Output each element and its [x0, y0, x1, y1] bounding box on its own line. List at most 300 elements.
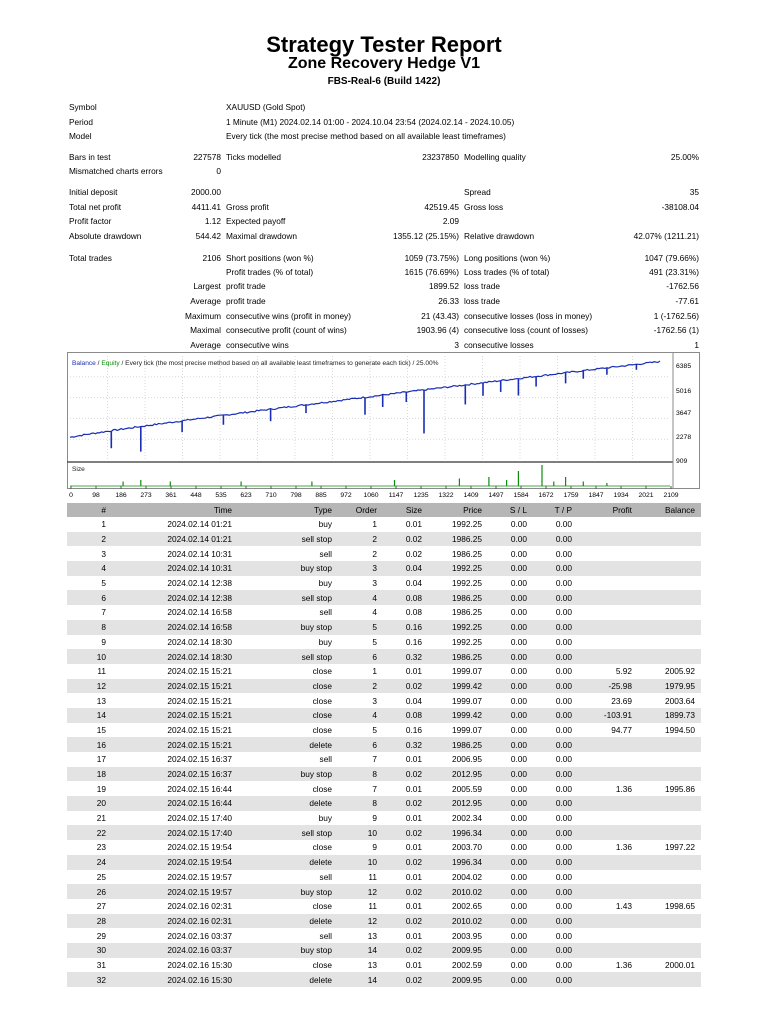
col-profit-cell — [578, 561, 638, 576]
col-type-cell: sell stop — [238, 532, 338, 547]
col-number-cell: 4 — [67, 561, 112, 576]
stat-value: -1762.56 (1) — [653, 325, 699, 335]
col-time-cell: 2024.02.15 19:57 — [167, 871, 232, 882]
col-tp-cell: 0.00 — [555, 578, 572, 589]
col-price-cell: 2006.95 — [452, 754, 482, 765]
col-sl-cell: 0.00 — [510, 607, 527, 618]
table-row — [67, 781, 701, 796]
col-price-cell: 1986.25 — [428, 590, 488, 605]
col-order-cell: 6 — [338, 737, 383, 752]
stat-label: consecutive profit (count of wins) — [226, 325, 347, 335]
col-tp-cell: 0.00 — [533, 855, 578, 870]
server-build: FBS-Real-6 (Build 1422) — [327, 76, 441, 87]
col-profit-cell — [578, 532, 638, 547]
col-type-cell: delete — [238, 737, 338, 752]
col-sl-cell: 0.00 — [488, 767, 533, 782]
col-profit-cell — [578, 649, 638, 664]
col-sl-cell: 0.00 — [488, 737, 533, 752]
col-price-cell: 1999.42 — [428, 708, 488, 723]
x-tick-label: 0 — [69, 492, 73, 499]
col-tp-cell: 0.00 — [555, 871, 572, 882]
stat-value: 2106 — [202, 253, 221, 263]
col-tp-cell: 0.00 — [555, 930, 572, 941]
col-profit-cell: 1.36 — [615, 842, 632, 853]
col-order-header: Order — [338, 503, 383, 517]
col-sl-cell: 0.00 — [488, 620, 533, 635]
col-type-cell: close — [238, 708, 338, 723]
stat-prefix: Average — [190, 296, 221, 306]
stat-label: Maximal drawdown — [226, 231, 298, 241]
col-size-cell: 0.02 — [383, 884, 428, 899]
col-size-header: Size — [383, 503, 428, 517]
table-row — [67, 767, 701, 782]
col-sl-cell: 0.00 — [488, 649, 533, 664]
table-row — [67, 899, 701, 914]
col-profit-cell: -103.91 — [578, 708, 638, 723]
table-row — [67, 943, 701, 958]
col-order-cell: 2 — [338, 679, 383, 694]
col-type-cell: close — [312, 724, 332, 735]
col-balance-cell: 1998.65 — [665, 901, 695, 912]
col-price-cell: 1992.25 — [428, 620, 488, 635]
stat-value: 3 — [454, 340, 459, 350]
x-tick-label: 273 — [140, 492, 152, 499]
col-size-cell: 0.02 — [383, 943, 428, 958]
col-time-cell: 2024.02.15 16:37 — [112, 767, 238, 782]
size-panel-label: Size — [72, 466, 85, 473]
y-tick-label: 909 — [676, 458, 688, 465]
col-sl-cell: 0.00 — [488, 561, 533, 576]
col-type-cell: buy stop — [238, 943, 338, 958]
col-time-cell: 2024.02.15 15:21 — [167, 695, 232, 706]
col-number-cell: 17 — [96, 754, 106, 765]
col-size-cell: 0.02 — [383, 796, 428, 811]
col-time-cell: 2024.02.14 12:38 — [167, 578, 232, 589]
col-profit-cell — [578, 855, 638, 870]
table-row — [67, 752, 701, 767]
col-size-cell: 0.01 — [405, 871, 422, 882]
col-number-cell: 23 — [96, 842, 106, 853]
col-type-cell: sell — [319, 548, 332, 559]
table-row — [67, 546, 701, 561]
col-price-cell: 2010.02 — [428, 914, 488, 929]
col-sl-cell: 0.00 — [510, 901, 527, 912]
col-time-cell: 2024.02.15 15:21 — [112, 708, 238, 723]
col-balance-cell: 1997.22 — [665, 842, 695, 853]
col-order-cell: 2 — [372, 548, 377, 559]
col-sl-cell: 0.00 — [488, 532, 533, 547]
col-price-cell: 1996.34 — [428, 825, 488, 840]
x-tick-label: 186 — [115, 492, 127, 499]
col-tp-cell: 0.00 — [555, 842, 572, 853]
col-number-cell: 18 — [67, 767, 112, 782]
col-balance-cell — [638, 605, 701, 620]
col-sl-cell: 0.00 — [510, 548, 527, 559]
col-sl-cell: 0.00 — [510, 519, 527, 530]
col-size-cell: 0.01 — [405, 901, 422, 912]
col-type-cell: close — [312, 695, 332, 706]
col-sl-cell: 0.00 — [510, 842, 527, 853]
col-number-cell: 7 — [101, 607, 106, 618]
col-type-cell: delete — [238, 855, 338, 870]
stat-prefix: Average — [190, 340, 221, 350]
col-size-cell: 0.01 — [405, 754, 422, 765]
table-row — [67, 532, 701, 547]
field-value: 1 Minute (M1) 2024.02.14 01:00 - 2024.10.04 23:54 (2024.02.14 - 2024.10.05) — [226, 117, 515, 127]
col-price-cell: 1986.25 — [452, 548, 482, 559]
col-sl-header: S / L — [488, 503, 533, 517]
col-balance-cell: 1994.50 — [665, 724, 695, 735]
col-time-cell: 2024.02.14 16:58 — [112, 620, 238, 635]
col-type-cell: sell stop — [238, 825, 338, 840]
col-size-cell: 0.02 — [383, 767, 428, 782]
col-sl-cell: 0.00 — [510, 783, 527, 794]
table-row — [67, 708, 701, 723]
col-type-cell: buy — [318, 813, 332, 824]
col-time-cell: 2024.02.14 01:21 — [112, 532, 238, 547]
stat-label: Mismatched charts errors — [69, 166, 163, 176]
col-time-cell: 2024.02.15 16:37 — [167, 754, 232, 765]
col-price-cell: 2003.95 — [452, 930, 482, 941]
stat-label: Long positions (won %) — [464, 253, 551, 263]
stat-value: 1047 (79.66%) — [644, 253, 699, 263]
col-balance-cell — [638, 811, 701, 826]
col-profit-cell: 23.69 — [611, 695, 632, 706]
col-profit-cell: -25.98 — [578, 679, 638, 694]
col-order-cell: 13 — [367, 930, 377, 941]
col-number-cell: 27 — [96, 901, 106, 912]
table-row — [67, 693, 701, 708]
x-tick-label: 623 — [240, 492, 252, 499]
stat-label: Initial deposit — [69, 187, 118, 197]
table-row — [67, 576, 701, 591]
col-tp-cell: 0.00 — [555, 754, 572, 765]
col-order-cell: 11 — [368, 901, 377, 912]
table-row — [67, 796, 701, 811]
col-time-cell: 2024.02.16 15:30 — [167, 959, 232, 970]
stat-value: 23237850 — [422, 152, 459, 162]
col-order-cell: 13 — [367, 959, 377, 970]
col-profit-cell — [578, 884, 638, 899]
col-order-cell: 14 — [338, 943, 383, 958]
col-profit-cell — [578, 752, 638, 767]
col-type-cell: sell stop — [238, 649, 338, 664]
expert-name: Zone Recovery Hedge V1 — [287, 55, 481, 72]
col-profit-cell — [578, 590, 638, 605]
col-sl-cell: 0.00 — [488, 914, 533, 929]
x-tick-label: 2109 — [663, 492, 679, 499]
col-type-cell: close — [312, 783, 332, 794]
col-sl-cell: 0.00 — [510, 930, 527, 941]
col-order-cell: 10 — [338, 825, 383, 840]
y-tick-label: 3647 — [676, 410, 692, 417]
col-sl-cell: 0.00 — [510, 578, 527, 589]
col-sl-cell: 0.00 — [510, 695, 527, 706]
col-profit-cell — [578, 972, 638, 987]
col-sl-cell: 0.00 — [510, 724, 527, 735]
col-time-cell: 2024.02.16 15:30 — [112, 972, 238, 987]
col-number-cell: 6 — [67, 590, 112, 605]
col-time-cell: 2024.02.14 18:30 — [112, 649, 238, 664]
stat-value: -38108.04 — [661, 202, 699, 212]
col-time-cell: 2024.02.14 12:38 — [112, 590, 238, 605]
stat-value: 1615 (76.69%) — [404, 267, 459, 277]
col-type-cell: delete — [238, 972, 338, 987]
col-sl-cell: 0.00 — [510, 636, 527, 647]
col-time-cell: 2024.02.16 02:31 — [167, 901, 232, 912]
col-order-cell: 9 — [372, 842, 377, 853]
stat-label: consecutive wins (profit in money) — [226, 311, 351, 321]
table-row — [67, 517, 701, 532]
col-tp-cell: 0.00 — [533, 943, 578, 958]
stat-value: 1899.52 — [429, 281, 459, 291]
col-type-cell: buy — [318, 636, 332, 647]
col-tp-cell: 0.00 — [533, 825, 578, 840]
col-balance-cell — [638, 517, 701, 532]
col-time-cell: 2024.02.15 17:40 — [167, 813, 232, 824]
stat-value: 35 — [689, 187, 699, 197]
col-profit-cell — [578, 546, 638, 561]
col-time-cell: 2024.02.16 02:31 — [112, 914, 238, 929]
col-size-cell: 0.01 — [405, 930, 422, 941]
col-order-cell: 3 — [372, 695, 377, 706]
col-number-cell: 22 — [67, 825, 112, 840]
col-price-cell: 2010.02 — [428, 884, 488, 899]
col-size-cell: 0.32 — [383, 737, 428, 752]
col-time-header: Time — [112, 503, 238, 517]
col-type-cell: sell — [319, 607, 332, 618]
field-label: Symbol — [69, 102, 97, 112]
stat-label: Bars in test — [69, 152, 111, 162]
col-profit-cell: 1.36 — [615, 783, 632, 794]
col-tp-cell: 0.00 — [533, 884, 578, 899]
table-row — [67, 635, 701, 650]
col-tp-cell: 0.00 — [533, 679, 578, 694]
col-price-cell: 2009.95 — [428, 972, 488, 987]
col-tp-cell: 0.00 — [533, 767, 578, 782]
col-balance-cell — [638, 737, 701, 752]
col-order-cell: 5 — [338, 620, 383, 635]
col-price-cell: 2009.95 — [428, 943, 488, 958]
col-order-cell: 4 — [372, 607, 377, 618]
col-tp-cell: 0.00 — [533, 620, 578, 635]
col-tp-cell: 0.00 — [555, 636, 572, 647]
col-sl-cell: 0.00 — [488, 708, 533, 723]
col-profit-cell: 1.43 — [615, 901, 632, 912]
col-number-cell: 3 — [101, 548, 106, 559]
col-size-cell: 0.02 — [383, 825, 428, 840]
col-tp-cell: 0.00 — [533, 590, 578, 605]
col-price-cell: 2004.02 — [452, 871, 482, 882]
field-label: Model — [69, 131, 92, 141]
table-row — [67, 972, 701, 987]
table-row — [67, 825, 701, 840]
trades-table — [67, 503, 701, 987]
col-sl-cell: 0.00 — [510, 813, 527, 824]
col-balance-cell — [638, 855, 701, 870]
col-time-cell: 2024.02.14 10:31 — [167, 548, 232, 559]
col-order-cell: 6 — [338, 649, 383, 664]
col-profit-cell — [578, 767, 638, 782]
x-tick-label: 2021 — [638, 492, 654, 499]
col-number-cell: 20 — [67, 796, 112, 811]
col-type-cell: buy — [318, 578, 332, 589]
col-size-cell: 0.16 — [383, 620, 428, 635]
col-balance-cell — [638, 972, 701, 987]
col-order-cell: 4 — [338, 590, 383, 605]
col-type-cell: close — [238, 679, 338, 694]
col-balance-cell — [638, 635, 701, 650]
col-order-cell: 10 — [338, 855, 383, 870]
col-sl-cell: 0.00 — [488, 679, 533, 694]
col-sl-cell: 0.00 — [510, 754, 527, 765]
stat-label: Modelling quality — [464, 152, 526, 162]
col-tp-cell: 0.00 — [555, 783, 572, 794]
col-sl-cell: 0.00 — [488, 943, 533, 958]
col-tp-cell: 0.00 — [533, 532, 578, 547]
col-tp-cell: 0.00 — [555, 607, 572, 618]
stat-value: 1 (-1762.56) — [653, 311, 699, 321]
col-balance-cell — [638, 796, 701, 811]
col-balance-cell — [638, 825, 701, 840]
col-profit-cell: 5.92 — [615, 666, 632, 677]
col-profit-cell — [578, 825, 638, 840]
col-profit-cell — [578, 605, 638, 620]
col-balance-cell — [638, 870, 701, 885]
col-profit-cell: 1.36 — [615, 959, 632, 970]
col-type-cell: buy — [318, 519, 332, 530]
col-tp-cell: 0.00 — [555, 959, 572, 970]
col-time-cell: 2024.02.16 03:37 — [112, 943, 238, 958]
col-number-cell: 28 — [67, 914, 112, 929]
y-tick-label: 6385 — [676, 363, 692, 370]
col-profit-cell — [578, 576, 638, 591]
field-label: Period — [69, 117, 93, 127]
field-value: Every tick (the most precise method based on all available least timeframes) — [226, 131, 506, 141]
col-price-header: Price — [428, 503, 488, 517]
col-size-cell: 0.02 — [383, 914, 428, 929]
col-price-cell: 1992.25 — [428, 561, 488, 576]
col-price-cell: 1986.25 — [428, 737, 488, 752]
col-price-cell: 1986.25 — [428, 649, 488, 664]
stat-value: 1.12 — [204, 216, 221, 226]
col-size-cell: 0.01 — [405, 783, 422, 794]
table-row — [67, 664, 701, 679]
col-profit-cell — [578, 943, 638, 958]
col-time-cell: 2024.02.14 18:30 — [167, 636, 232, 647]
stat-value: 42519.45 — [424, 202, 459, 212]
stat-prefix: Maximal — [190, 325, 221, 335]
col-profit-cell: 94.77 — [611, 724, 632, 735]
stat-label: loss trade — [464, 281, 500, 291]
col-tp-cell: 0.00 — [555, 695, 572, 706]
col-profit-cell — [578, 635, 638, 650]
col-number-cell: 15 — [96, 724, 106, 735]
stat-label: Absolute drawdown — [69, 231, 142, 241]
table-row — [67, 884, 701, 899]
col-number-cell: 14 — [67, 708, 112, 723]
col-balance-header: Balance — [638, 503, 701, 517]
stat-value: 1903.96 (4) — [416, 325, 459, 335]
stat-label: Total trades — [69, 253, 112, 263]
col-tp-cell: 0.00 — [555, 666, 572, 677]
col-order-cell: 9 — [372, 813, 377, 824]
stat-label: consecutive losses — [464, 340, 534, 350]
stat-value: 25.00% — [670, 152, 699, 162]
col-profit-cell — [578, 796, 638, 811]
col-number-cell: 1 — [101, 519, 106, 530]
col-number-cell: 25 — [96, 871, 106, 882]
stat-label: Expected payoff — [226, 216, 286, 226]
x-tick-label: 535 — [215, 492, 227, 499]
stat-label: Gross profit — [226, 202, 269, 212]
col-balance-cell — [638, 546, 701, 561]
col-number-cell: 12 — [67, 679, 112, 694]
col-tp-cell: 0.00 — [555, 724, 572, 735]
col-order-cell: 7 — [372, 754, 377, 765]
x-tick-label: 1934 — [613, 492, 629, 499]
col-balance-cell — [638, 590, 701, 605]
col-order-cell: 5 — [372, 636, 377, 647]
col-price-cell: 1992.25 — [452, 636, 482, 647]
col-balance-cell — [638, 561, 701, 576]
table-row — [67, 914, 701, 929]
col-order-cell: 12 — [338, 884, 383, 899]
col-sl-cell: 0.00 — [488, 884, 533, 899]
report-title: Strategy Tester Report — [266, 32, 502, 57]
y-tick-label: 5016 — [676, 388, 692, 395]
col-price-cell: 1992.25 — [452, 578, 482, 589]
col-number-cell: 13 — [96, 695, 106, 706]
col-order-cell: 1 — [372, 666, 377, 677]
col-order-cell: 5 — [372, 724, 377, 735]
col-sl-cell: 0.00 — [488, 825, 533, 840]
col-profit-cell — [578, 870, 638, 885]
col-size-cell: 0.08 — [383, 708, 428, 723]
col-price-cell: 1999.07 — [452, 666, 482, 677]
x-tick-label: 1584 — [513, 492, 529, 499]
col-order-cell: 14 — [338, 972, 383, 987]
col-sl-cell: 0.00 — [510, 959, 527, 970]
col-type-cell: delete — [238, 914, 338, 929]
x-tick-label: 972 — [340, 492, 352, 499]
col-number-cell: 9 — [101, 636, 106, 647]
col-price-cell: 2002.34 — [452, 813, 482, 824]
table-row — [67, 870, 701, 885]
col-type-cell: buy stop — [238, 884, 338, 899]
stat-label: Short positions (won %) — [226, 253, 314, 263]
col-size-cell: 0.08 — [383, 590, 428, 605]
col-time-cell: 2024.02.15 17:40 — [112, 825, 238, 840]
col-time-cell: 2024.02.15 16:44 — [167, 783, 232, 794]
col-order-cell: 8 — [338, 796, 383, 811]
col-tp-cell: 0.00 — [533, 649, 578, 664]
balance-chart — [67, 352, 700, 502]
col-type-header: Type — [238, 503, 338, 517]
stat-value: 544.42 — [195, 231, 221, 241]
col-price-cell: 1986.25 — [452, 607, 482, 618]
col-size-cell: 0.16 — [405, 636, 422, 647]
col-size-cell: 0.02 — [383, 532, 428, 547]
col-type-cell: close — [312, 959, 332, 970]
table-row — [67, 723, 701, 738]
col-balance-cell — [638, 532, 701, 547]
x-tick-label: 448 — [190, 492, 202, 499]
col-size-cell: 0.16 — [405, 724, 422, 735]
col-price-cell: 2012.95 — [428, 796, 488, 811]
stat-label: consecutive losses (loss in money) — [464, 311, 593, 321]
col-balance-cell — [638, 767, 701, 782]
